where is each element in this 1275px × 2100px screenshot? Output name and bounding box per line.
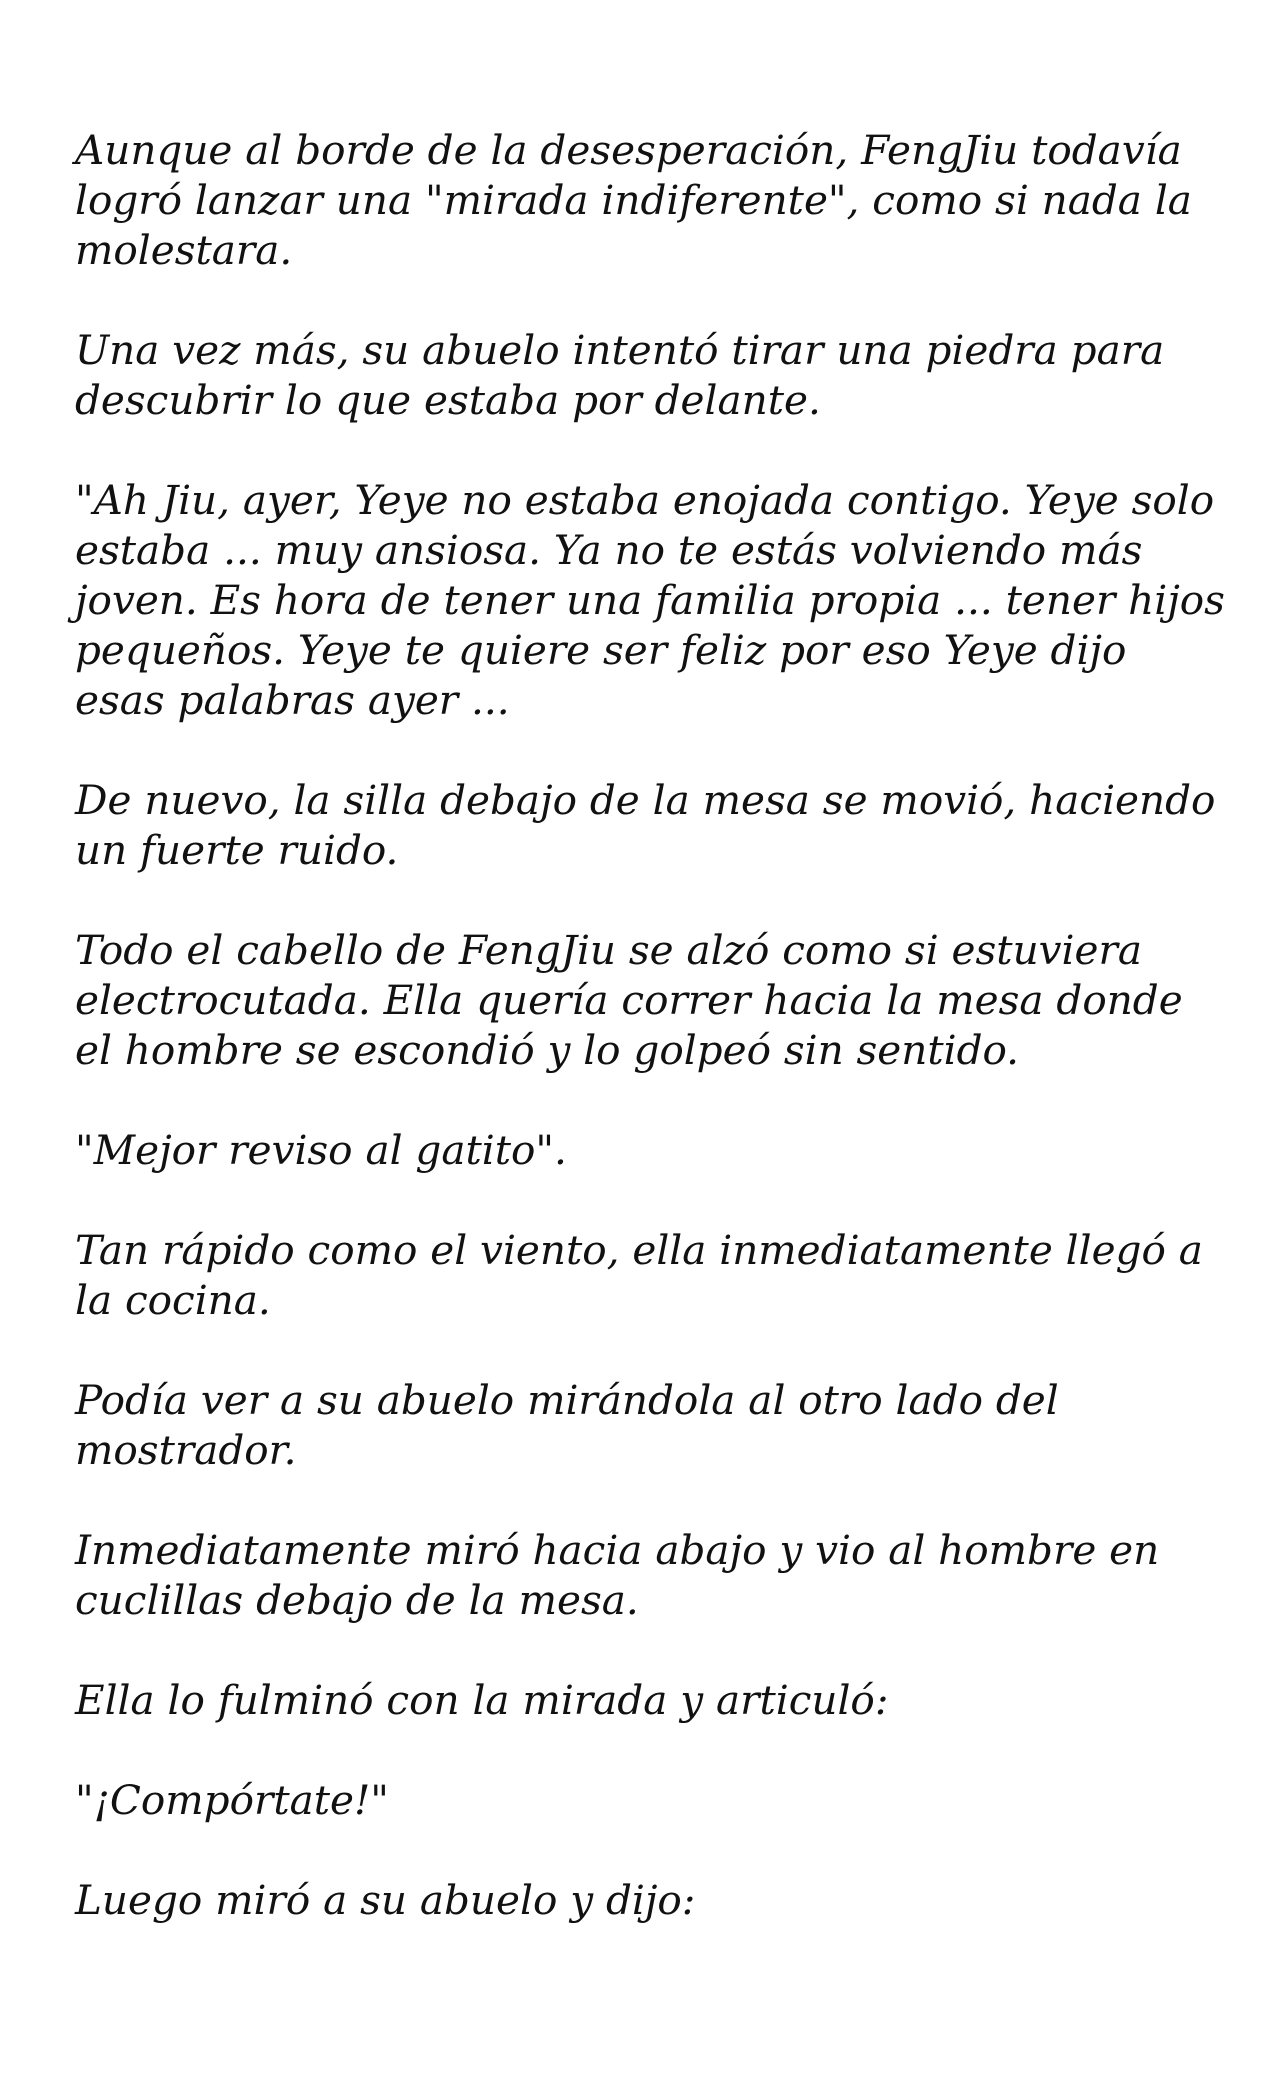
paragraph: Luego miró a su abuelo y dijo: [75, 1876, 696, 1924]
paragraph: De nuevo, la silla debajo de la mesa se movió, haciendo un fuerte ruido. [75, 776, 1216, 874]
paragraph: Ella lo fulminó con la mirada y articuló: [75, 1676, 889, 1724]
paragraph: Tan rápido como el viento, ella inmediatamente llegó a la cocina. [75, 1226, 1203, 1324]
paragraph: Todo el cabello de FengJiu se alzó como si estuviera electrocutada. Ella quería correr hacia la mesa donde el hombre se escondió y lo golpeó sin sentido. [75, 926, 1183, 1074]
paragraph: Aunque al borde de la desesperación, FengJiu todavía logró lanzar una "mirada indiferente", como si nada la molestara. [75, 126, 1192, 274]
paragraph: Inmediatamente miró hacia abajo y vio al hombre en cuclillas debajo de la mesa. [75, 1526, 1160, 1624]
paragraph: Podía ver a su abuelo mirándola al otro lado del mostrador. [75, 1376, 1059, 1474]
paragraph: "¡Compórtate!" [75, 1776, 389, 1824]
paragraph: Una vez más, su abuelo intentó tirar una piedra para descubrir lo que estaba por delante. [75, 326, 1165, 424]
document-page [75, 125, 1225, 1925]
paragraph: "Ah Jiu, ayer, Yeye no estaba enojada contigo. Yeye solo estaba ... muy ansiosa. Ya no te estás volviendo más joven. Es hora de tener una familia propia ... tener hijos pequeños. Yeye te quiere ser feliz por eso Yeye dijo esas palabras ayer ... [75, 476, 1225, 724]
paragraph: "Mejor reviso al gatito". [75, 1126, 567, 1174]
